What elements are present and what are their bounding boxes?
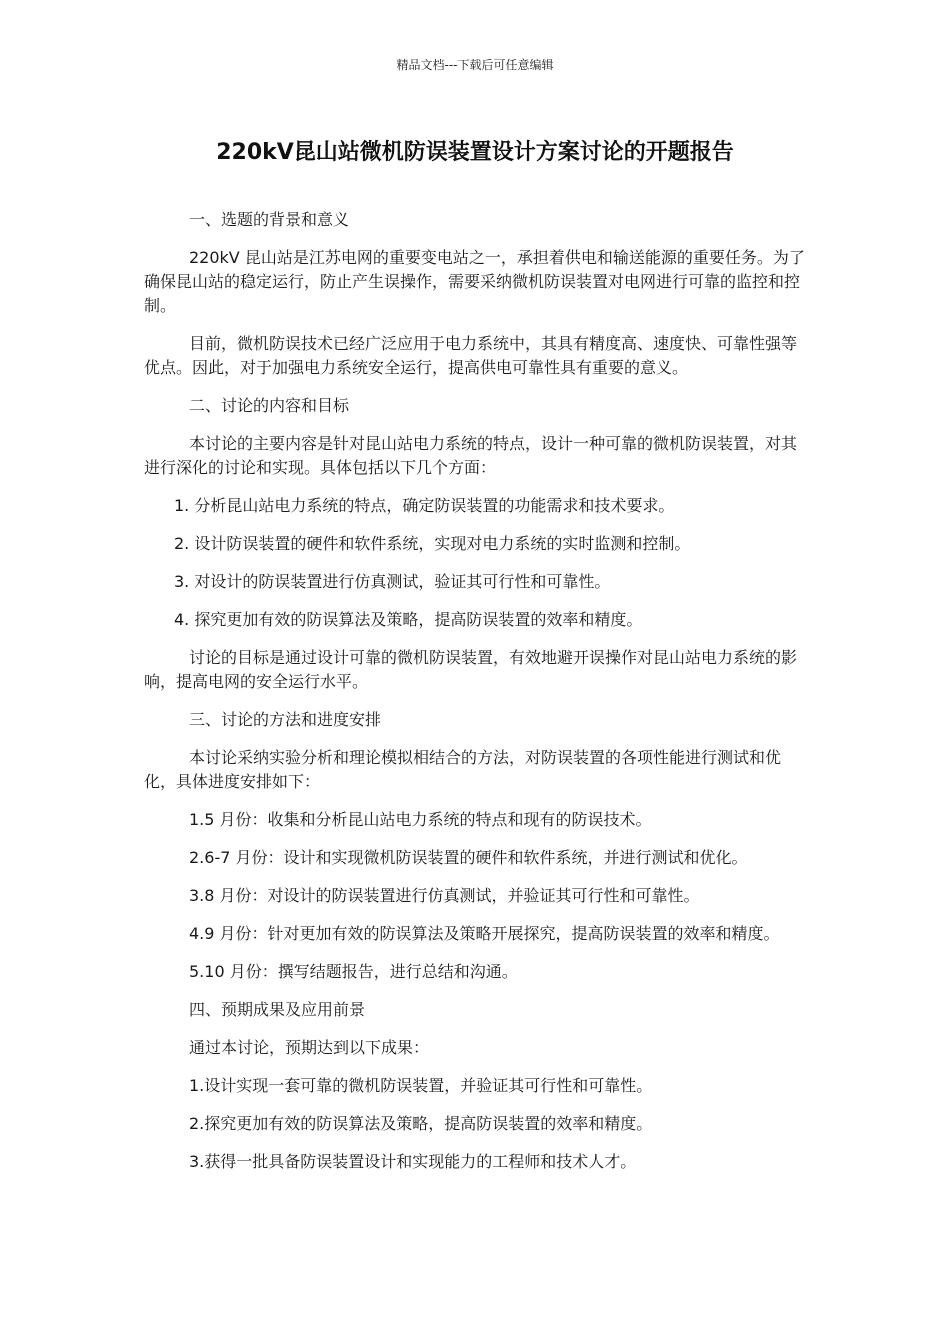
list-item: 3.获得一批具备防误装置设计和实现能力的工程师和技术人才。: [189, 1152, 637, 1171]
section-heading-4: 四、预期成果及应用前景: [189, 1000, 366, 1019]
paragraph: 讨论的目标是通过设计可靠的微机防误装置，有效地避开误操作对昆山站电力系统的影响，提高电网的安全运行水平。: [144, 648, 798, 691]
list-item: 2.6-7 月份：设计和实现微机防误装置的硬件和软件系统，并进行测试和优化。: [189, 848, 748, 867]
list-item: 4. 探究更加有效的防误算法及策略，提高防误装置的效率和精度。: [174, 610, 643, 629]
section-heading-2: 二、讨论的内容和目标: [189, 396, 350, 415]
list-item: 1. 分析昆山站电力系统的特点，确定防误装置的功能需求和技术要求。: [174, 496, 675, 515]
paragraph: 本讨论的主要内容是针对昆山站电力系统的特点，设计一种可靠的微机防误装置，对其进行深化的讨论和实现。具体包括以下几个方面：: [144, 434, 798, 477]
paragraph: 本讨论采纳实验分析和理论模拟相结合的方法，对防误装置的各项性能进行测试和优化，具体进度安排如下：: [144, 748, 782, 791]
page-header-watermark: 精品文档---下载后可任意编辑: [396, 58, 554, 72]
paragraph: 220kV 昆山站是江苏电网的重要变电站之一，承担着供电和输送能源的重要任务。为了确保昆山站的稳定运行，防止产生误操作，需要采纳微机防误装置对电网进行可靠的监控和控制。: [144, 248, 805, 315]
section-heading-3: 三、讨论的方法和进度安排: [189, 710, 382, 729]
list-item: 5.10 月份：撰写结题报告，进行总结和沟通。: [189, 962, 518, 981]
list-item: 3.8 月份：对设计的防误装置进行仿真测试，并验证其可行性和可靠性。: [189, 886, 700, 905]
list-item: 3. 对设计的防误装置进行仿真测试，验证其可行性和可靠性。: [174, 572, 611, 591]
list-item: 2.探究更加有效的防误算法及策略，提高防误装置的效率和精度。: [189, 1114, 653, 1133]
section-heading-1: 一、选题的背景和意义: [189, 210, 350, 229]
list-item: 1.5 月份：收集和分析昆山站电力系统的特点和现有的防误技术。: [189, 810, 652, 829]
list-item: 2. 设计防误装置的硬件和软件系统，实现对电力系统的实时监测和控制。: [174, 534, 691, 553]
paragraph: 通过本讨论，预期达到以下成果：: [189, 1038, 430, 1057]
document-title: 220kV昆山站微机防误装置设计方案讨论的开题报告: [216, 140, 734, 165]
document-body: [144, 208, 810, 1188]
list-item: 4.9 月份：针对更加有效的防误算法及策略开展探究，提高防误装置的效率和精度。: [189, 924, 780, 943]
paragraph: 目前，微机防误技术已经广泛应用于电力系统中，其具有精度高、速度快、可靠性强等优点。因此，对于加强电力系统安全运行，提高供电可靠性具有重要的意义。: [144, 334, 798, 377]
list-item: 1.设计实现一套可靠的微机防误装置，并验证其可行性和可靠性。: [189, 1076, 653, 1095]
